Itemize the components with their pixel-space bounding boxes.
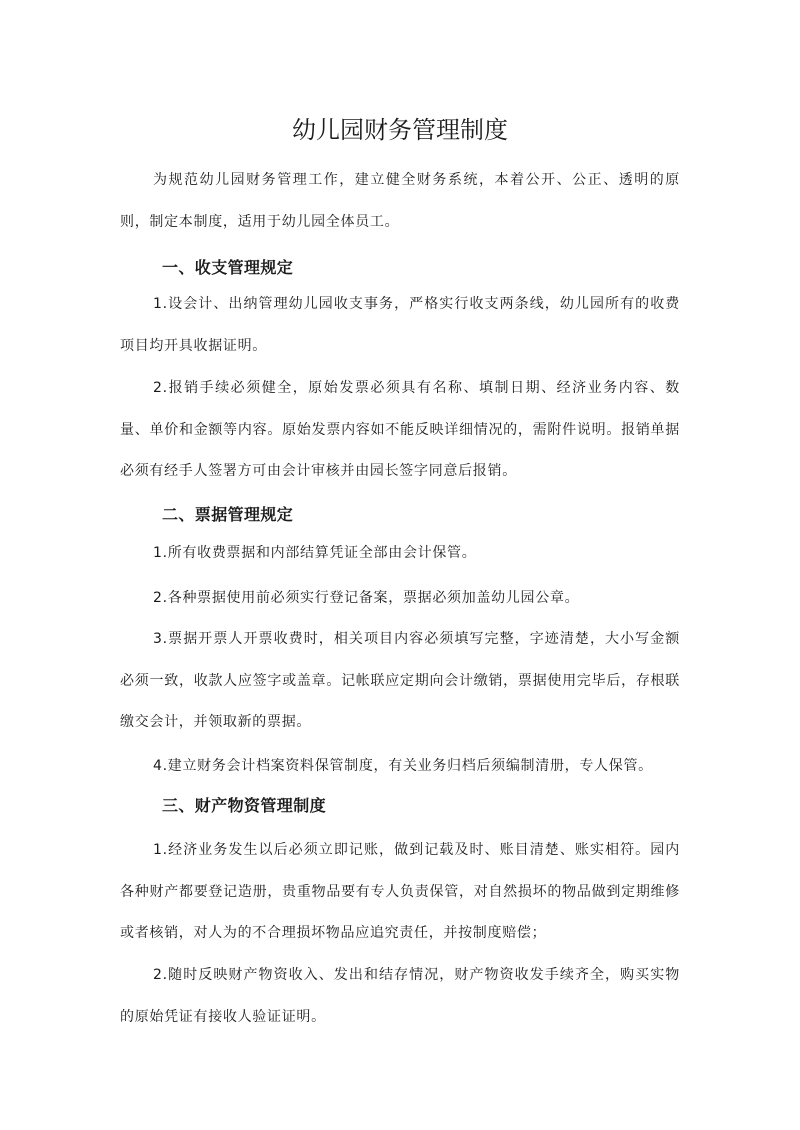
section-2-paragraph-3: 3.票据开票人开票收费时，相关项目内容必须填写完整，字迹清楚，大小写金额必须一致，收款人应签字或盖章。记帐联应定期向会计缴销，票据使用完毕后，存根联缴交会计，并领取新的票据。 (120, 631, 680, 730)
section-3-paragraph-1: 1.经济业务发生以后必须立即记账，做到记载及时、账目清楚、账实相符。园内各种财产都要登记造册，贵重物品要有专人负责保管，对自然损坏的物品做到定期维修或者核销，对人为的不合理损坏物品应追究责任，并按制度赔偿； (120, 842, 680, 941)
section-3-paragraph-2: 2.随时反映财产物资收入、发出和结存情况，财产物资收发手续齐全，购买实物的原始凭证有接收人验证证明。 (120, 967, 680, 1025)
document-title: 幼儿园财务管理制度 (292, 116, 508, 144)
section-2-paragraph-1: 1.所有收费票据和内部结算凭证全部由会计保管。 (153, 545, 477, 561)
section-heading-income-expense: 一、收支管理规定 (162, 258, 294, 277)
section-2-paragraph-4: 4.建立财务会计档案资料保管制度，有关业务归档后须编制清册，专人保管。 (153, 758, 653, 774)
section-1-paragraph-1: 1.设会计、出纳管理幼儿园收支事务，严格实行收支两条线，幼儿园所有的收费项目均开具收据证明。 (120, 296, 680, 354)
intro-paragraph: 为规范幼儿园财务管理工作，建立健全财务系统，本着公开、公正、透明的原则，制定本制度，适用于幼儿园全体员工。 (120, 172, 680, 230)
section-heading-property: 三、财产物资管理制度 (162, 796, 327, 815)
section-1-paragraph-2: 2.报销手续必须健全，原始发票必须具有名称、填制日期、经济业务内容、数量、单价和金额等内容。原始发票内容如不能反映详细情况的，需附件说明。报销单据必须有经手人签署方可由会计审核并由园长签字同意后报销。 (120, 380, 680, 479)
section-2-paragraph-2: 2.各种票据使用前必须实行登记备案，票据必须加盖幼儿园公章。 (153, 590, 580, 606)
section-heading-receipts: 二、票据管理规定 (162, 505, 294, 524)
